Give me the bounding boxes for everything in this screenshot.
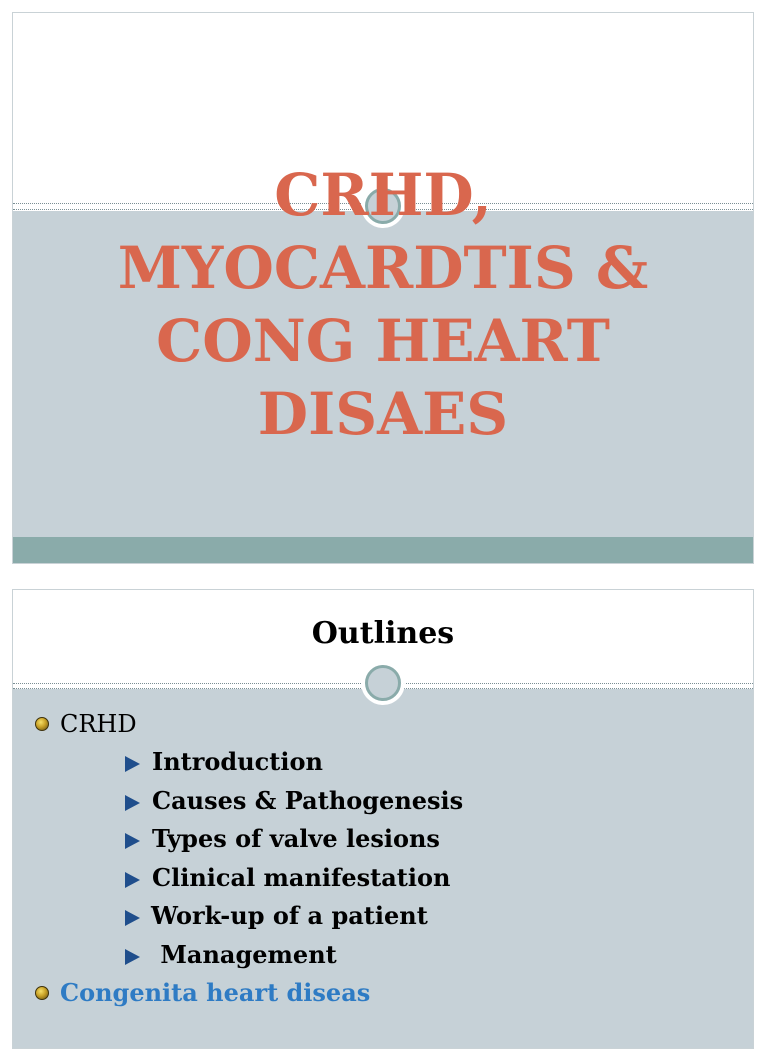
bullet-item	[33, 938, 733, 972]
triangle-bullet-icon	[125, 949, 140, 965]
bullet-item	[33, 707, 733, 741]
bullet-text: Work-up of a patient	[151, 901, 428, 930]
bullet-item	[33, 745, 733, 779]
circle-ornament-icon	[365, 665, 401, 701]
triangle-bullet-icon	[125, 833, 140, 849]
bullet-item	[33, 822, 733, 856]
bullet-item	[33, 899, 733, 933]
bullet-text: Types of valve lesions	[152, 824, 440, 853]
bullet-text: Management	[152, 940, 337, 969]
triangle-bullet-icon	[125, 910, 140, 926]
title-line: MYOCARDTIS &	[117, 234, 649, 302]
coin-bullet-icon	[35, 986, 49, 1000]
title-line: CRHD,	[274, 161, 492, 229]
slide-title: Outlines	[311, 616, 455, 651]
bullet-text: Congenita heart diseas	[60, 978, 371, 1007]
bullet-text: CRHD	[60, 710, 137, 738]
footer-bar	[13, 537, 753, 564]
title-line: CONG HEART	[156, 307, 610, 375]
bullet-text: Introduction	[152, 747, 323, 776]
bullet-text: Clinical manifestation	[152, 863, 451, 892]
slide-title	[33, 159, 733, 451]
triangle-bullet-icon	[125, 872, 140, 888]
title-line: DISAES	[257, 380, 509, 448]
outline-slide	[12, 589, 754, 1049]
coin-bullet-icon	[35, 717, 49, 731]
bullet-text: Causes & Pathogenesis	[152, 786, 464, 815]
triangle-bullet-icon	[125, 756, 140, 772]
bullet-item	[33, 784, 733, 818]
triangle-bullet-icon	[125, 795, 140, 811]
bullet-item	[33, 861, 733, 895]
bullet-item	[33, 976, 733, 1010]
title-slide	[12, 12, 754, 564]
